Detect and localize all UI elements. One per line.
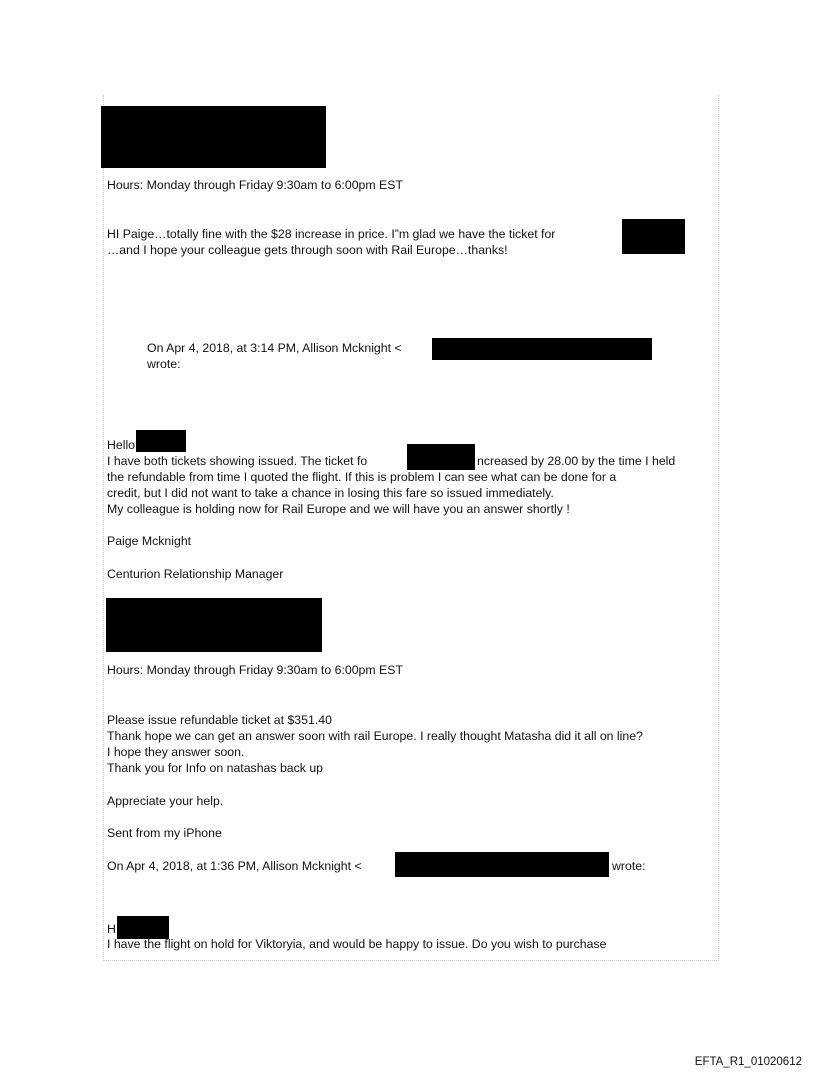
signature-title: Centurion Relationship Manager — [107, 567, 284, 581]
body-line-3: credit, but I did not want to take a chance in losing this fare so issued immediately. — [107, 486, 554, 500]
body-line-4: My colleague is holding now for Rail Europe and we will have you an answer shortly ! — [107, 502, 570, 516]
request-line-2: Thank hope we can get an answer soon with rail Europe. I really thought Matasha did it all on line? — [107, 729, 643, 743]
redaction-logo-mid — [106, 598, 322, 652]
last-body-line: I have the flight on hold for Viktoryia, and would be happy to issue. Do you wish to purchase — [107, 937, 607, 951]
document-id-footer: EFTA_R1_01020612 — [694, 1056, 802, 1068]
quote-header-1: On Apr 4, 2018, at 3:14 PM, Allison Mcknight < — [147, 341, 402, 355]
body-line-1a: I have both tickets showing issued. The ticket fo — [107, 454, 368, 468]
reply-line-1: HI Paige…totally fine with the $28 increase in price. I”m glad we have the ticket for — [107, 227, 556, 241]
body-line-1b: ncreased by 28.00 by the time I held — [477, 454, 676, 468]
signature-name: Paige Mcknight — [107, 534, 192, 548]
redaction-name-1 — [622, 219, 685, 254]
body-line-2: the refundable from time I quoted the flight. If this is problem I can see what can be done for a — [107, 470, 617, 484]
quote-header-2: On Apr 4, 2018, at 1:36 PM, Allison Mcknight < — [107, 859, 362, 873]
redaction-email-2 — [395, 852, 609, 877]
hours-line-mid: Hours: Monday through Friday 9:30am to 6:00pm EST — [107, 663, 403, 677]
greeting-hi: H — [107, 922, 116, 936]
hours-line-top: Hours: Monday through Friday 9:30am to 6:00pm EST — [107, 178, 403, 192]
greeting-hello: Hello — [107, 438, 136, 452]
redaction-passenger-name — [407, 444, 475, 470]
redaction-hello-name — [136, 430, 186, 452]
quote-header-1-wrote: wrote: — [147, 357, 181, 371]
quote-header-2-wrote: wrote: — [612, 859, 646, 873]
sent-from-line: Sent from my iPhone — [107, 826, 222, 840]
redaction-email-1 — [432, 338, 652, 360]
request-line-3: I hope they answer soon. — [107, 745, 245, 759]
appreciate-line: Appreciate your help. — [107, 794, 224, 808]
redaction-logo-top — [101, 106, 326, 168]
request-line-1: Please issue refundable ticket at $351.40 — [107, 713, 332, 727]
reply-line-2: …and I hope your colleague gets through soon with Rail Europe…thanks! — [107, 243, 508, 257]
request-line-4: Thank you for Info on natashas back up — [107, 761, 324, 775]
